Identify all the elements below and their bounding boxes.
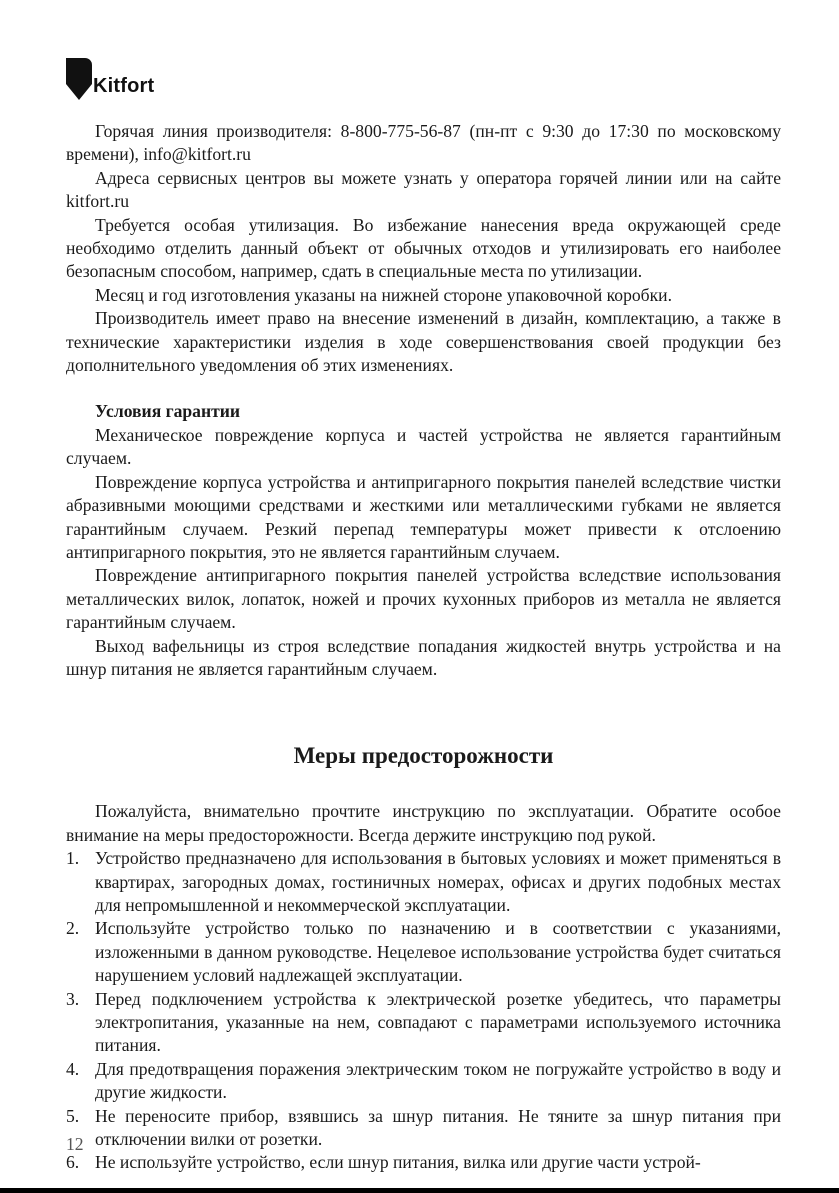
list-item-text: Устройство предназначено для использования в бытовых условиях и может применяться в квартирах, загородных домах, гостиничных номерах, офисах и других подобных местах для непромышленной и некоммерческой эксплуатации. [95,848,781,915]
list-item-number: 4. [66,1058,80,1079]
list-item-number: 5. [66,1105,80,1126]
intro-section [66,120,781,377]
warranty-paragraph: Повреждение корпуса устройства и антипригарного покрытия панелей вследствие чистки абразивными моющими средствами и жесткими или металлическими губками не является гарантийным случаем. Резкий перепад температуры может привести к отслоению антипригарного покрытия, это не является гарантийным случаем. [66,471,781,562]
warranty-paragraph: Повреждение антипригарного покрытия панелей устройства вследствие использования металлических вилок, лопаток, ножей и прочих кухонных приборов из металла не является гарантийным случаем. [66,565,781,633]
list-item-number: 6. [66,1152,80,1173]
list-item-number: 1. [66,848,80,869]
bottom-divider [0,1188,839,1193]
list-item-text: Не используйте устройство, если шнур питания, вилка или другие части устрой- [95,1152,701,1173]
list-item-text: Используйте устройство только по назначению и в соответствии с указаниями, изложенными в данном руководстве. Нецелевое использование устройства будет считаться нарушением условий надлежащей эксплуатации. [95,918,781,986]
brand-name: Kitfort [93,75,155,97]
brand-logo [66,50,154,100]
manufacture-date-paragraph: Месяц и год изготовления указаны на нижней стороне упаковочной коробки. [95,284,672,305]
list-item-text: Перед подключением устройства к электрической розетке убедитесь, что параметры электропитания, указанные на нем, совпадают с параметрами используемого источника питания. [95,988,781,1056]
warranty-paragraph: Механическое повреждение корпуса и частей устройства не является гарантийным случаем. [66,424,781,469]
hotline-paragraph: Горячая линия производителя: 8-800-775-56-87 (пн-пт с 9:30 до 17:30 по московскому времени), info@kitfort.ru [66,121,781,165]
warranty-paragraph: Выход вафельницы из строя вследствие попадания жидкостей внутрь устройства и на шнур питания не является гарантийным случаем. [66,635,781,679]
list-item [66,1058,781,1105]
precautions-section [66,742,781,1175]
disposal-paragraph: Требуется особая утилизация. Во избежание нанесения вреда окружающей среде необходимо отделить данный объект от обычных отходов и утилизировать его наиболее безопасным способом, например, сдать в специальные места по утилизации. [66,214,781,282]
manufacturer-rights-paragraph: Производитель имеет право на внесение изменений в дизайн, комплектацию, а также в технические характеристики изделия в ходе совершенствования своей продукции без дополнительного уведомления об этих изменениях. [66,308,781,376]
list-item [66,1105,781,1152]
list-item [66,917,781,987]
list-item [66,988,781,1058]
precautions-intro: Пожалуйста, внимательно прочтите инструкцию по эксплуатации. Обратите особое внимание на меры предосторожности. Всегда держите инструкцию под рукой. [66,801,781,845]
list-item-text: Не переносите прибор, взявшись за шнур питания. Не тяните за шнур питания при отключении вилки от розетки. [95,1105,781,1150]
page-content [66,120,781,1175]
section-heading: Меры предосторожности [293,743,554,769]
list-item-number: 3. [66,988,80,1009]
warranty-section [66,400,781,681]
precautions-list [66,847,781,1175]
list-item-text: Для предотвращения поражения электрическим током не погружайте устройство в воду и другие жидкости. [95,1058,781,1103]
list-item [66,1151,781,1174]
list-item [66,847,781,917]
list-item-number: 2. [66,918,80,939]
warranty-heading: Условия гарантии [95,401,241,422]
page-number: 12 [66,1134,84,1154]
service-centers-paragraph: Адреса сервисных центров вы можете узнать у оператора горячей линии или на сайте kitfort.ru [66,167,781,212]
kitfort-logo-icon [66,58,92,100]
